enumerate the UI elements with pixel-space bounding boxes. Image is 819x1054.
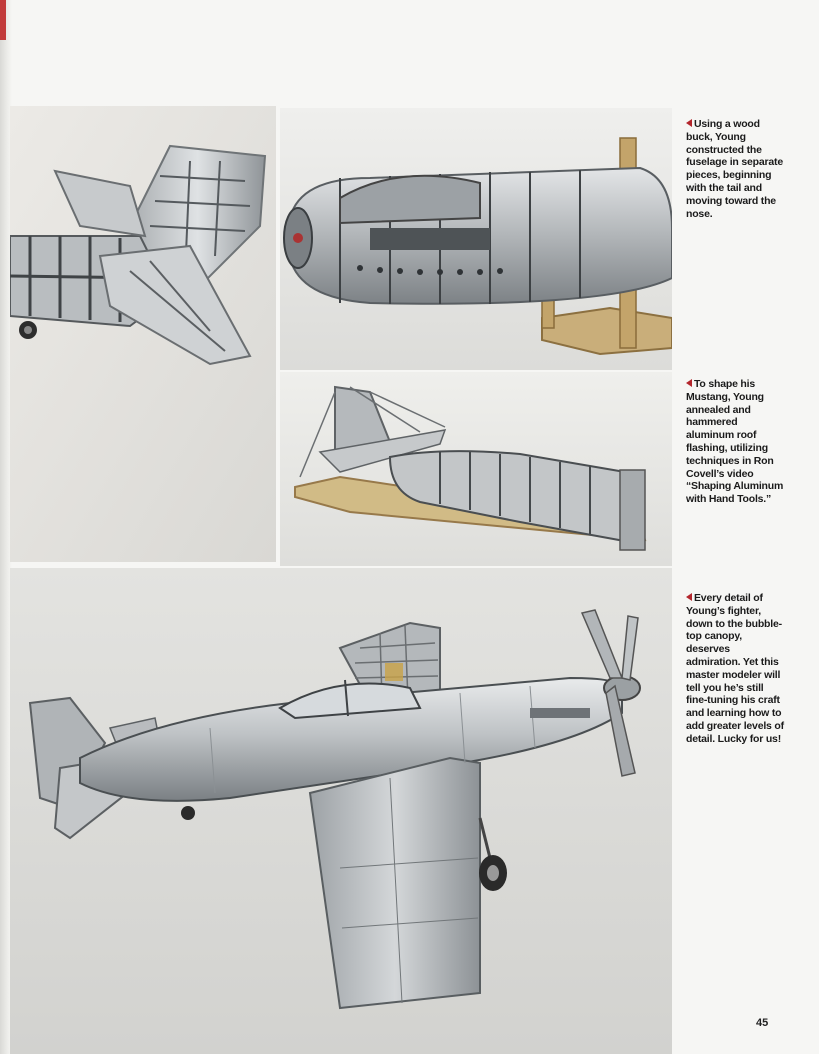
caption-arrow-icon [686, 119, 692, 127]
caption-fuselage [686, 118, 786, 220]
finished-mustang-illustration [10, 568, 672, 1054]
caption-fuselage-text: Using a wood buck, Young constructed the fuselage in separate pieces, beginning with the tail and moving toward the nose. [686, 118, 783, 220]
photo-tail-frame [10, 106, 276, 562]
page-number: 45 [756, 1017, 769, 1029]
photo-finished-mustang [10, 568, 672, 1054]
spine-red-edge [0, 0, 6, 40]
caption-arrow-icon [686, 593, 692, 601]
caption-detail [686, 592, 786, 746]
tail-frame-illustration [10, 106, 276, 562]
caption-detail-text: Every detail of Young’s fighter, down to the bubble-top canopy, deserves admiration. Yet this master modeler will tell you he’s still fine-tuning his craft and learning how to add greater levels of detail. Lucky for us! [686, 592, 784, 745]
caption-mustang-text: To shape his Mustang, Young annealed and hammered aluminum roof flashing, utilizing techniques in Ron Covell’s video “Shaping Aluminum with Hand Tools.” [686, 378, 784, 506]
photo-rear-fuselage [280, 372, 672, 566]
photo-fuselage-buck [280, 108, 672, 370]
caption-arrow-icon [686, 379, 692, 387]
fuselage-buck-illustration [280, 108, 672, 370]
rear-fuselage-illustration [280, 372, 672, 566]
caption-mustang [686, 378, 786, 506]
